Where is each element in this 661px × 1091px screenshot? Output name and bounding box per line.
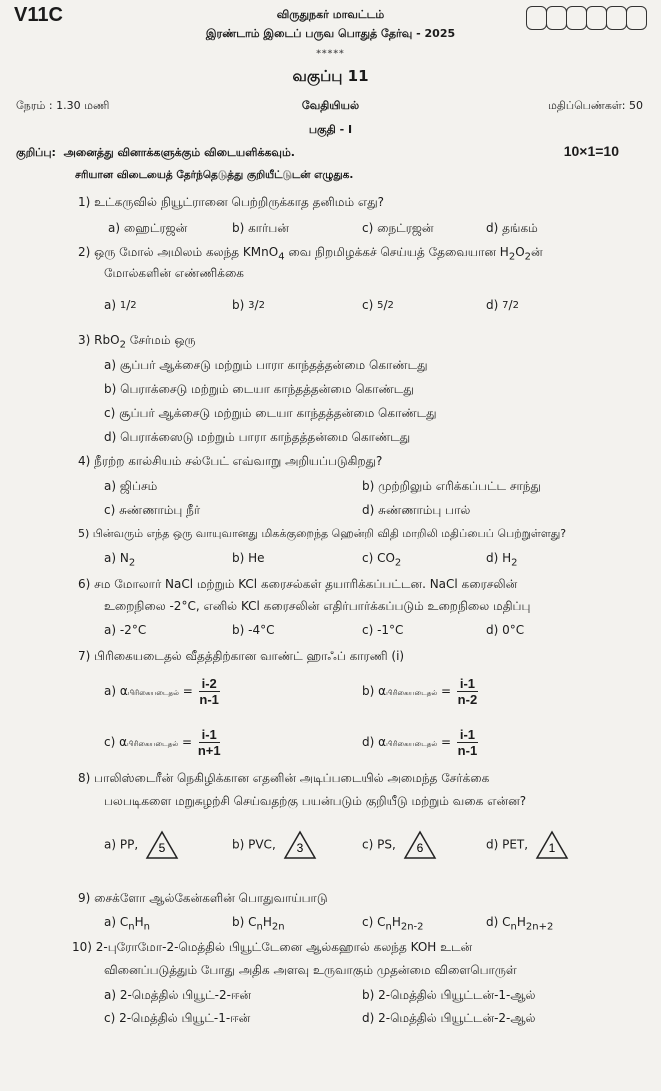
- q6-option-a: a) -2°C: [104, 623, 147, 637]
- class-title: வகுப்பு 11: [292, 67, 369, 85]
- q10-option-b: b) 2-மெத்தில் பியூட்டன்-1-ஆல்: [362, 988, 536, 1002]
- q5-option-c: c) $CO_2$: [362, 551, 402, 569]
- exam-title: இரண்டாம் இடைப் பருவ பொதுத் தேர்வு - 2025: [205, 27, 456, 40]
- recycle-triangle-icon: [283, 830, 317, 860]
- recycle-triangle-icon: [145, 830, 179, 860]
- svg-text:3: 3: [296, 841, 303, 855]
- q8-option-a: a) PP, 5: [104, 830, 179, 860]
- q1-option-a: a) ஹைட்ரஜன்: [108, 221, 188, 235]
- q2-option-d: d) 7 / 2: [486, 298, 519, 312]
- q1-option-c: c) நைட்ரஜன்: [362, 221, 434, 235]
- q5-option-d: d) $H_2$: [486, 551, 518, 569]
- question-9: 9) சைக்ளோ ஆல்கேன்களின் பொதுவாய்பாடு: [78, 891, 328, 905]
- q7-option-d: d) αபிரிகையடைதல் = $\frac{i-1}{n-1}$: [362, 727, 478, 758]
- q2-option-c: c) 5 / 2: [362, 298, 394, 312]
- q5-option-b: b) He: [232, 551, 265, 565]
- paper-code: V11C: [14, 4, 63, 26]
- question-5: 5) பின்வரும் எந்த ஒரு வாயுவானது மிகக்குறைந்த ஹென்றி விதி மாறிலி மதிப்பைப் பெற்றுள்ளது?: [78, 527, 567, 540]
- q8-option-b: b) PVC, 3: [232, 830, 317, 860]
- question-10-line2: வினைப்படுத்தும் போது அதிக அளவு உருவாகும் முதன்மை விளைபொருள்: [104, 963, 517, 977]
- q4-option-b: b) முற்றிலும் எரிக்கப்பட்ட சாந்து: [362, 479, 541, 493]
- instruction: சரியான விடையைத் தேர்ந்தெடுத்து குறியீட்டுடன் எழுதுக.: [75, 169, 354, 181]
- q6-option-c: c) -1°C: [362, 623, 404, 637]
- question-3: 3) RbO$_2$ சேர்மம் ஒரு: [78, 333, 196, 351]
- question-2: 2) ஒரு மோல் அமிலம் கலந்த KMnO$_4$ வை நிறமிழக்கச் செய்யத் தேவையான $H_2O_2ன்$: [78, 245, 543, 263]
- question-4: 4) நீரற்ற கால்சியம் சல்பேட் எவ்வாறு அறியப்படுகிறது?: [78, 454, 383, 468]
- marks-formula: 10×1=10: [563, 143, 619, 159]
- q7-option-a: a) αபிரிகையடைதல் = $\frac{i-2}{n-1}$: [104, 676, 219, 707]
- q7-option-c: c) αபிரிகையடைதல் = $\frac{i-1}{n+1}$: [104, 727, 221, 758]
- note: குறிப்பு: அனைத்து வினாக்களுக்கும் விடையளிக்கவும்.: [16, 146, 295, 159]
- q3-option-b: b) பெராக்சைடு மற்றும் டையா காந்தத்தன்மை கொண்டது: [104, 382, 414, 396]
- divider: *****: [316, 49, 345, 59]
- q6-option-d: d) 0°C: [486, 623, 525, 637]
- q4-option-d: d) சுண்ணாம்பு பால்: [362, 503, 471, 517]
- question-6-line2: உறைநிலை -2°C, எனில் KCl கரைசலின் எதிர்பார்க்கப்படும் உறைநிலை மதிப்பு: [104, 599, 531, 613]
- q9-option-a: a) $C_nH_n$: [104, 915, 150, 933]
- question-8: 8) பாலிஸ்டைரீன் நெகிழிக்கான எதனின் அடிப்படையில் அமைந்த சேர்க்கை: [78, 771, 490, 785]
- question-7: 7) பிரிகையடைதல் வீதத்திற்கான வாண்ட் ஹாஃப் காரணி (i): [78, 649, 405, 663]
- q8-option-c: c) PS, 6: [362, 830, 437, 860]
- recycle-triangle-icon: [535, 830, 569, 860]
- q10-option-d: d) 2-மெத்தில் பியூட்டன்-2-ஆல்: [362, 1011, 536, 1025]
- q4-option-a: a) ஜிப்சம்: [104, 479, 158, 493]
- time-label: நேரம் : 1.30 மணி: [16, 99, 110, 112]
- q6-option-b: b) -4°C: [232, 623, 275, 637]
- svg-text:5: 5: [158, 841, 166, 855]
- subject-title: வேதியியல்: [301, 99, 360, 112]
- q1-option-d: d) தங்கம்: [486, 221, 538, 235]
- q3-option-c: c) சூப்பர் ஆக்சைடு மற்றும் டையா காந்தத்தன்மை கொண்டது: [104, 406, 437, 420]
- max-marks: மதிப்பெண்கள்: 50: [548, 99, 643, 112]
- q4-option-c: c) சுண்ணாம்பு நீர்: [104, 503, 201, 517]
- district-title: விருதுநகர் மாவட்டம்: [276, 8, 385, 21]
- q3-option-a: a) சூப்பர் ஆக்சைடு மற்றும் பாரா காந்தத்தன்மை கொண்டது: [104, 358, 428, 372]
- q10-option-c: c) 2-மெத்தில் பியூட்-1-ஈன்: [104, 1011, 251, 1025]
- q3-option-d: d) பெராக்ஸைடு மற்றும் பாரா காந்தத்தன்மை கொண்டது: [104, 430, 411, 444]
- question-1: 1) உட்கருவில் நியூட்ரானை பெற்றிருக்காத தனிமம் எது?: [78, 195, 385, 209]
- q8-option-d: d) PET, 1: [486, 830, 569, 860]
- q2-option-b: b) 3 / 2: [232, 298, 265, 312]
- q9-option-b: b) $C_nH_{2n}$: [232, 915, 285, 933]
- question-2-line2: மோல்களின் எண்ணிக்கை: [104, 266, 244, 280]
- q1-option-b: b) கார்பன்: [232, 221, 289, 235]
- recycle-triangle-icon: [403, 830, 437, 860]
- q2-option-a: a) 1 / 2: [104, 298, 137, 312]
- question-6: 6) சம மோலார் NaCl மற்றும் KCl கரைசல்கள் தயாரிக்கப்பட்டன. NaCl கரைசலின்: [78, 577, 518, 591]
- q7-option-b: b) αபிரிகையடைதல் = $\frac{i-1}{n-2}$: [362, 676, 478, 707]
- q5-option-a: a) $N_2$: [104, 551, 136, 569]
- svg-text:6: 6: [416, 841, 423, 855]
- q9-option-d: d) $C_nH_{2n+2}$: [486, 915, 554, 933]
- part-title: பகுதி - I: [308, 123, 353, 136]
- question-10: 10) 2-புரோமோ-2-மெத்தில் பியூட்டேனை ஆல்கஹால் கலந்த KOH உடன்: [72, 940, 473, 954]
- q9-option-c: c) $C_nH_{2n-2}$: [362, 915, 424, 933]
- q10-option-a: a) 2-மெத்தில் பியூட்-2-ஈன்: [104, 988, 252, 1002]
- question-8-line2: பலபடிகளை மறுசுழற்சி செய்வதற்கு பயன்படும் குறியீடு மற்றும் வகை என்ன?: [104, 794, 527, 808]
- svg-text:1: 1: [548, 841, 556, 855]
